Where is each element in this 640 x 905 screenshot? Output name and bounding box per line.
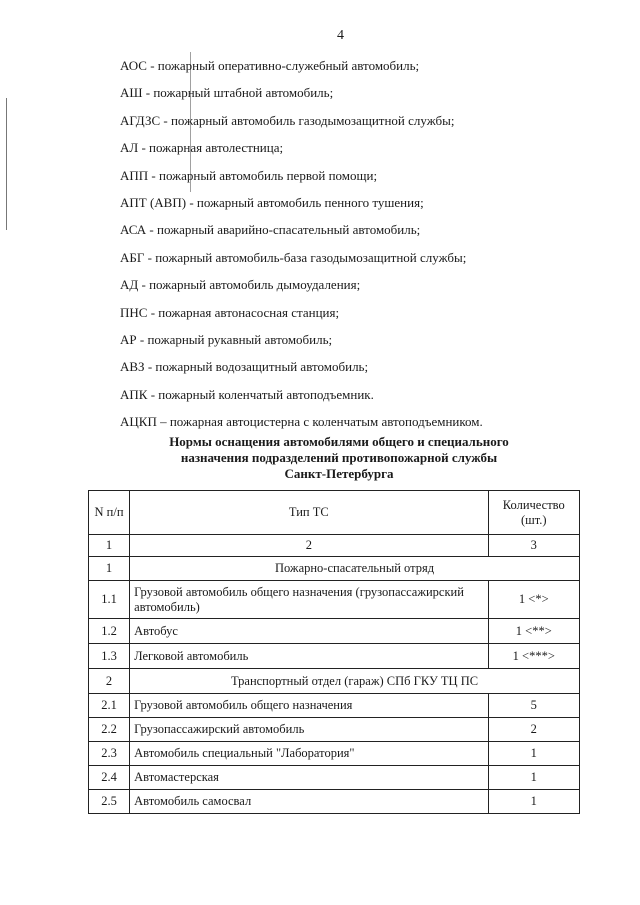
row-num: 1.1 — [89, 581, 130, 619]
row-num: 2.4 — [89, 766, 130, 790]
row-qty: 1 <***> — [488, 644, 579, 669]
header-qty-line: (шт.) — [520, 512, 547, 527]
section-title: Пожарно-спасательный отряд — [130, 557, 580, 581]
abbreviation-item: АЛ - пожарная автолестница; — [120, 140, 284, 156]
row-qty: 1 <**> — [488, 619, 579, 644]
abbreviation-item: АГДЗС - пожарный автомобиль газодымозащитной службы; — [120, 112, 455, 128]
table-title-line: Нормы оснащения автомобилями общего и специального — [169, 434, 509, 449]
abbreviation-item: АШ - пожарный штабной автомобиль; — [120, 85, 334, 101]
table-row — [89, 790, 580, 814]
table-row — [89, 694, 580, 718]
scan-artifact-line — [6, 98, 7, 230]
table-title-line: назначения подразделений противопожарной службы — [180, 450, 498, 465]
table-row — [89, 766, 580, 790]
section-row — [89, 557, 580, 581]
row-num: 1.2 — [89, 619, 130, 644]
row-type: Грузопассажирский автомобиль — [130, 718, 488, 742]
table-title-line: Санкт-Петербурга — [284, 466, 394, 481]
row-num: 2.5 — [89, 790, 130, 814]
section-row — [89, 669, 580, 694]
row-type: Автомобиль самосвал — [130, 790, 488, 814]
row-type: Грузовой автомобиль общего назначения — [130, 694, 488, 718]
header-type: Тип ТС — [130, 491, 488, 535]
row-num: 2.3 — [89, 742, 130, 766]
abbreviation-item: АПП - пожарный автомобиль первой помощи; — [120, 167, 378, 183]
index-type: 2 — [130, 535, 488, 557]
section-title: Транспортный отдел (гараж) СПб ГКУ ТЦ ПС — [130, 669, 580, 694]
row-type-line: автомобиль) — [134, 599, 200, 614]
index-qty: 3 — [488, 535, 579, 557]
row-type: Автомастерская — [130, 766, 488, 790]
abbreviation-item: АД - пожарный автомобиль дымоудаления; — [120, 277, 361, 293]
row-qty: 2 — [488, 718, 579, 742]
header-qty-line: Количество — [502, 497, 565, 512]
row-type-line: Грузовой автомобиль общего назначения (грузопассажирский — [134, 584, 464, 599]
row-type: Легковой автомобиль — [130, 644, 488, 669]
abbreviation-item: АОС - пожарный оперативно-служебный автомобиль; — [120, 58, 420, 73]
abbreviation-item: АБГ - пожарный автомобиль-база газодымозащитной службы; — [120, 249, 467, 265]
abbreviation-item: АПК - пожарный коленчатый автоподъемник. — [120, 386, 374, 402]
abbreviation-item: ПНС - пожарная автонасосная станция; — [120, 304, 340, 320]
row-qty: 5 — [488, 694, 579, 718]
row-num: 1 — [89, 557, 130, 581]
index-num: 1 — [89, 535, 130, 557]
abbreviation-item: АСА - пожарный аварийно-спасательный автомобиль; — [120, 222, 421, 238]
row-num: 1.3 — [89, 644, 130, 669]
table-row — [89, 619, 580, 644]
vehicle-norms-table — [88, 490, 580, 814]
row-type: Автомобиль специальный "Лаборатория" — [130, 742, 488, 766]
abbreviation-item: АВЗ - пожарный водозащитный автомобиль; — [120, 359, 369, 375]
abbreviation-item: АЦКП – пожарная автоцистерна с коленчатым автоподъемником. — [120, 414, 483, 430]
table-row — [89, 644, 580, 669]
row-qty: 1 — [488, 790, 579, 814]
row-qty: 1 <*> — [488, 581, 579, 619]
table-header-row — [89, 491, 580, 535]
row-num: 2.1 — [89, 694, 130, 718]
header-num: N п/п — [89, 491, 130, 535]
row-num: 2 — [89, 669, 130, 694]
row-type: Автобус — [130, 619, 488, 644]
abbreviation-item: АПТ (АВП) - пожарный автомобиль пенного тушения; — [120, 194, 424, 210]
page-number: 4 — [337, 28, 344, 43]
header-qty — [488, 491, 579, 535]
table-row — [89, 718, 580, 742]
row-type — [130, 581, 488, 619]
column-index-row — [89, 535, 580, 557]
row-num: 2.2 — [89, 718, 130, 742]
row-qty: 1 — [488, 766, 579, 790]
abbreviation-list — [120, 58, 483, 441]
abbreviation-item: АР - пожарный рукавный автомобиль; — [120, 331, 333, 347]
table-row — [89, 742, 580, 766]
table-row — [89, 581, 580, 619]
table-title — [108, 434, 570, 482]
row-qty: 1 — [488, 742, 579, 766]
